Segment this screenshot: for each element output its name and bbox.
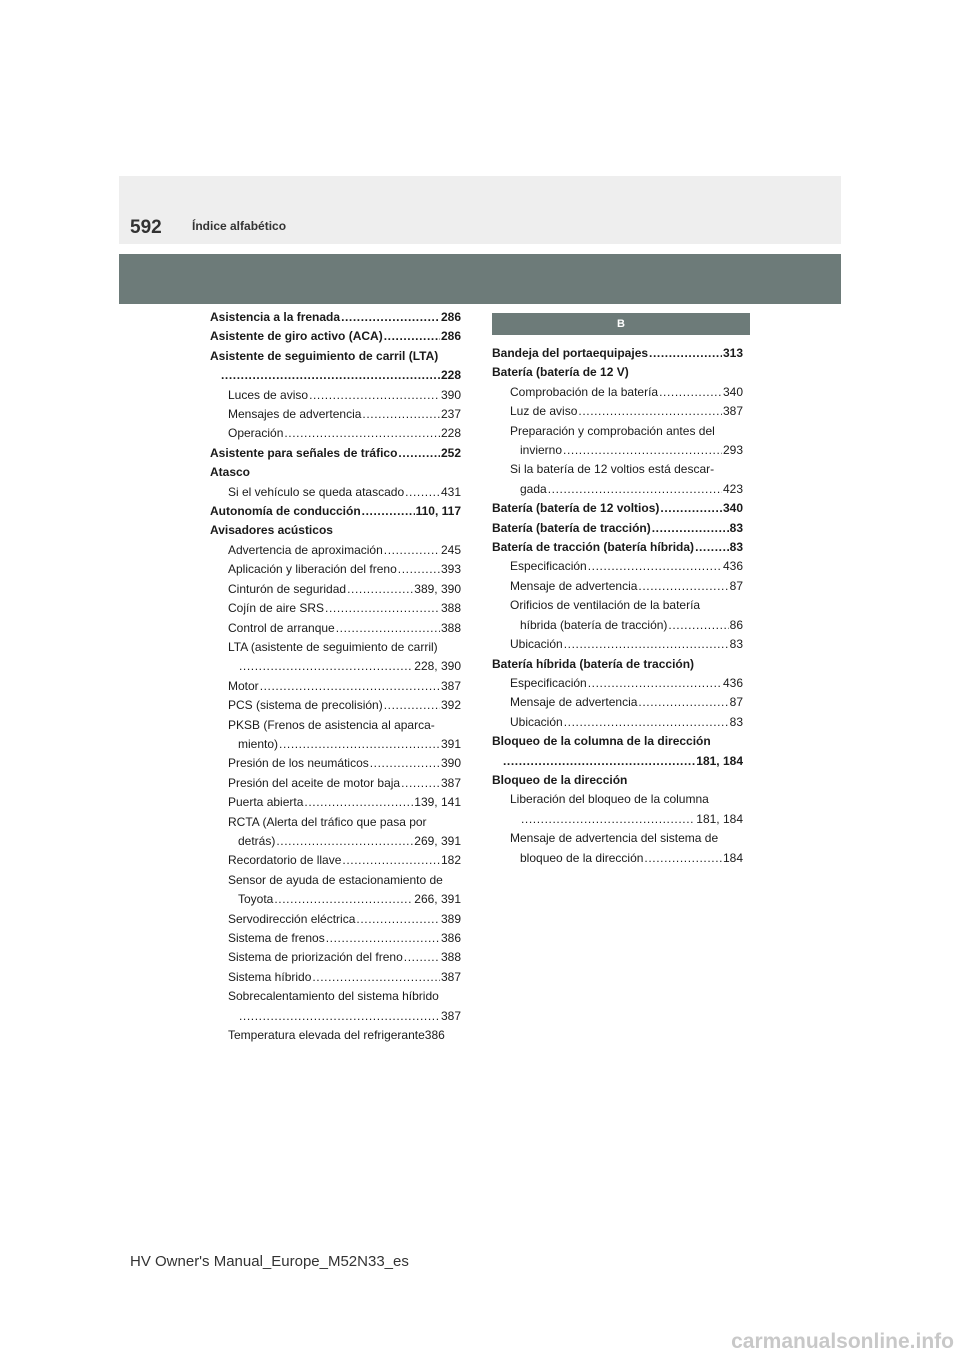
index-entry-continuation: ..... 228 — [210, 366, 461, 385]
index-subentry: Especificación ..... 436 — [492, 674, 743, 693]
index-entry-continuation: ..... 387 — [210, 1007, 461, 1026]
index-entry: Batería de tracción (batería híbrida) ..... 83 — [492, 538, 743, 557]
index-entry-continuation: ..... 181, 184 — [492, 810, 743, 829]
index-entry: Batería (batería de 12 voltios) ..... 340 — [492, 499, 743, 518]
header-band — [119, 176, 841, 244]
index-entry-continuation: ..... 228, 390 — [210, 657, 461, 676]
index-entry: Autonomía de conducción ..... 110, 117 — [210, 502, 461, 521]
index-entry: Asistencia a la frenada ..... 286 — [210, 308, 461, 327]
index-subentry: PCS (sistema de precolisión) ..... 392 — [210, 696, 461, 715]
index-entry: Asistente para señales de tráfico ..... 252 — [210, 444, 461, 463]
index-entry: Atasco — [210, 465, 251, 480]
index-entry: Batería (batería de tracción) ..... 83 — [492, 519, 743, 538]
index-subentry: Temperatura elevada del refrigerante 386 — [228, 1028, 445, 1043]
index-subentry: Si el vehículo se queda atascado ..... 431 — [210, 483, 461, 502]
index-entry: Bloqueo de la columna de la dirección — [492, 734, 711, 749]
index-subentry: Recordatorio de llave ..... 182 — [210, 851, 461, 870]
index-subentry: Sensor de ayuda de estacionamiento de — [228, 872, 443, 887]
index-subentry: Advertencia de aproximación ..... 245 — [210, 541, 461, 560]
index-subentry: Servodirección eléctrica ..... 389 — [210, 910, 461, 929]
index-subentry: PKSB (Frenos de asistencia al aparca- — [228, 717, 435, 732]
footer-manual-code: HV Owner's Manual_Europe_M52N33_es — [130, 1253, 409, 1270]
index-subentry: Preparación y comprobación antes del — [510, 423, 715, 438]
index-entry-continuation: híbrida (batería de tracción) ..... 86 — [492, 616, 743, 635]
index-subentry: Sobrecalentamiento del sistema híbrido — [228, 989, 439, 1004]
index-entry-continuation: ..... 181, 184 — [492, 752, 743, 771]
index-subentry: Luces de aviso ..... 390 — [210, 386, 461, 405]
index-entry-continuation: gada ..... 423 — [492, 480, 743, 499]
index-subentry: Motor ..... 387 — [210, 677, 461, 696]
index-subentry: Control de arranque ..... 388 — [210, 619, 461, 638]
index-subentry: Cojín de aire SRS ..... 388 — [210, 599, 461, 618]
index-entry: Bloqueo de la dirección — [492, 772, 628, 787]
index-subentry: Orificios de ventilación de la batería — [510, 598, 701, 613]
index-subentry: Mensaje de advertencia ..... 87 — [492, 577, 743, 596]
index-entry: Batería (batería de 12 V) — [492, 365, 629, 380]
index-subentry: Puerta abierta ..... 139, 141 — [210, 793, 461, 812]
index-subentry: Mensaje de advertencia ..... 87 — [492, 693, 743, 712]
section-title: Índice alfabético — [192, 219, 287, 233]
index-subentry: Cinturón de seguridad ..... 389, 390 — [210, 580, 461, 599]
index-subentry: Ubicación ..... 83 — [492, 635, 743, 654]
index-subentry: Aplicación y liberación del freno ..... 393 — [210, 560, 461, 579]
index-subentry: Presión de los neumáticos ..... 390 — [210, 754, 461, 773]
index-subentry: Sistema de frenos ..... 386 — [210, 929, 461, 948]
watermark: carmanualsonline.info — [731, 1330, 954, 1353]
index-entry: Batería híbrida (batería de tracción) — [492, 656, 695, 671]
index-subentry: RCTA (Alerta del tráfico que pasa por — [228, 814, 427, 829]
index-subentry: Sistema híbrido ..... 387 — [210, 968, 461, 987]
index-entry: Asistente de giro activo (ACA) ..... 286 — [210, 327, 461, 346]
index-letter-header: B — [492, 313, 750, 335]
index-subentry: Liberación del bloqueo de la columna — [510, 792, 709, 807]
index-entry-continuation: miento) ..... 391 — [210, 735, 461, 754]
index-subentry: Operación ..... 228 — [210, 424, 461, 443]
index-subentry: Mensaje de advertencia del sistema de — [510, 831, 719, 846]
index-subentry: Sistema de priorización del freno ..... 388 — [210, 948, 461, 967]
index-subentry: Especificación ..... 436 — [492, 557, 743, 576]
index-entry-continuation: detrás) ..... 269, 391 — [210, 832, 461, 851]
index-entry-continuation: invierno ..... 293 — [492, 441, 743, 460]
index-column-left — [210, 308, 461, 1045]
page-number: 592 — [130, 217, 162, 238]
index-subentry: Presión del aceite de motor baja ..... 387 — [210, 774, 461, 793]
index-entry-continuation: bloqueo de la dirección ..... 184 — [492, 849, 743, 868]
index-entry: Bandeja del portaequipajes ..... 313 — [492, 344, 743, 363]
index-entry-continuation: Toyota ..... 266, 391 — [210, 890, 461, 909]
index-entry: Asistente de seguimiento de carril (LTA) — [210, 348, 439, 363]
index-subentry: Luz de aviso ..... 387 — [492, 402, 743, 421]
index-subentry: Ubicación ..... 83 — [492, 713, 743, 732]
index-subentry: LTA (asistente de seguimiento de carril) — [228, 639, 438, 654]
index-subentry: Si la batería de 12 voltios está descar- — [510, 462, 715, 477]
index-subentry: Comprobación de la batería ..... 340 — [492, 383, 743, 402]
index-subentry: Mensajes de advertencia ..... 237 — [210, 405, 461, 424]
index-column-right — [492, 344, 743, 868]
index-entry: Avisadores acústicos — [210, 523, 333, 538]
section-band — [119, 254, 841, 304]
